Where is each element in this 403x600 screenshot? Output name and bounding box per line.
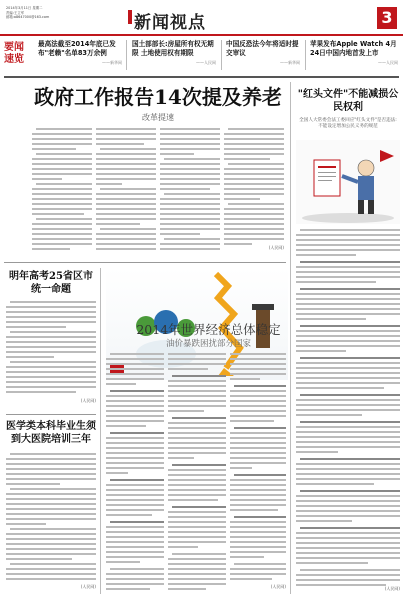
cartoon-illustration xyxy=(296,140,400,224)
economy-subtitle: 油价暴跌困扰部分国家 xyxy=(165,339,251,349)
text-block xyxy=(96,127,156,255)
text-block xyxy=(106,352,164,594)
masthead-meta xyxy=(6,6,49,20)
divider xyxy=(305,40,306,70)
brief-title: 中国反恐法今年将适时提交审议 xyxy=(226,40,299,57)
lead-body-col xyxy=(96,127,156,255)
gaokao-headline[interactable]: 明年高考25省区市统一命题 xyxy=(9,271,93,295)
medical-body xyxy=(6,452,96,594)
redhead-body xyxy=(296,228,400,594)
text-block xyxy=(160,127,220,255)
brief-source: ——新华网 xyxy=(280,60,300,65)
section-rule xyxy=(6,414,96,415)
redhead-source: (人民网) xyxy=(384,586,400,591)
text-block xyxy=(296,228,400,594)
text-block xyxy=(6,452,96,594)
text-block xyxy=(230,352,286,594)
brief-title: 最高法截至2014年底已发布"老赖"名单83万余例 xyxy=(38,40,116,57)
brief-item[interactable] xyxy=(38,40,122,66)
economy-body-col xyxy=(230,352,286,594)
header-rule xyxy=(0,34,403,36)
page-number: 3 xyxy=(377,7,397,29)
lead-body-col xyxy=(160,127,220,255)
lead-source: (人民网) xyxy=(268,245,284,250)
brief-title: 苹果发布Apple Watch 4月24日中国内地首发上市 xyxy=(310,40,397,57)
text-block xyxy=(224,127,284,255)
section-title: 新闻视点 xyxy=(134,13,206,33)
economy-headline[interactable]: 2014年世界经济总体稳定 xyxy=(136,322,281,337)
brief-item[interactable] xyxy=(226,40,300,66)
masthead xyxy=(0,0,403,34)
medical-source: (人民网) xyxy=(80,584,96,589)
divider xyxy=(126,40,127,70)
text-block xyxy=(32,127,92,255)
economy-source: (人民网) xyxy=(270,584,286,589)
redhead-deck: 全国人大常委会法工委回应"红头文件"是否违法:不能设定增加公民义务的规范 xyxy=(299,118,397,130)
brief-title: 国土部部长:房屋所有权无期限 土地使用权有期限 xyxy=(132,40,214,57)
brief-item[interactable] xyxy=(132,40,216,66)
divider xyxy=(221,40,222,70)
section-rule xyxy=(4,262,286,263)
lead-subtitle: 改革提速 xyxy=(142,113,174,122)
editor-line: 责编:王立军 xyxy=(6,10,25,15)
gaokao-source: (人民网) xyxy=(80,398,96,403)
date-line: 2014年3月11日 星期二 xyxy=(6,6,43,10)
economy-body-col xyxy=(106,352,164,594)
brief-source: ——人民网 xyxy=(196,60,216,65)
section-rule xyxy=(4,76,399,78)
economy-body-col xyxy=(168,352,226,594)
column-divider xyxy=(100,268,101,594)
lead-headline[interactable]: 政府工作报告14次提及养老 xyxy=(34,85,282,109)
text-block xyxy=(168,352,226,594)
medical-headline[interactable]: 医学类本科毕业生须到大医院培训三年 xyxy=(6,421,96,445)
lead-body-col xyxy=(224,127,284,255)
lead-body-col xyxy=(32,127,92,255)
brief-source: ——新华网 xyxy=(102,60,122,65)
brief-label: 要闻速览 xyxy=(4,42,24,65)
logo-bar xyxy=(128,10,132,24)
brief-item[interactable] xyxy=(310,40,398,66)
email-line: 邮箱:a8647000@163.com xyxy=(6,15,50,20)
text-block xyxy=(6,300,96,410)
redhead-headline[interactable]: "红头文件"不能减损公民权利 xyxy=(297,89,399,113)
brief-source: ——人民网 xyxy=(378,60,398,65)
gaokao-body xyxy=(6,300,96,410)
